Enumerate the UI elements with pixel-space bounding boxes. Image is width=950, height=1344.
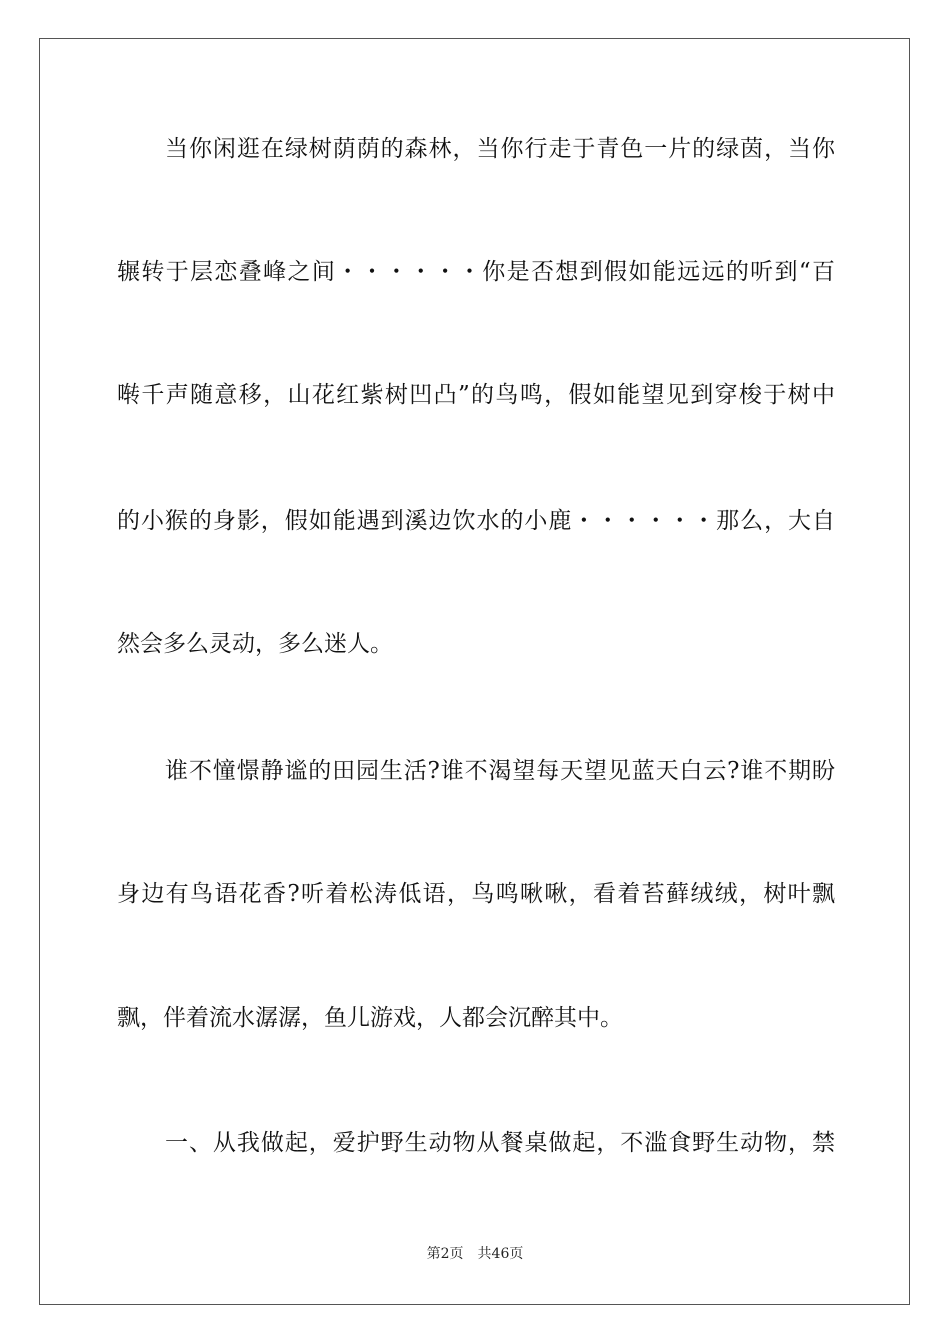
paragraph-2-line-3: 飘，伴着流水潺潺，鱼儿游戏，人都会沉醉其中。	[117, 1005, 623, 1031]
paragraph-1-line-2: 辗转于层恋叠峰之间・・・・・・你是否想到假如能远远的听到“百	[117, 259, 835, 285]
paragraph-1-line-4: 的小猴的身影，假如能遇到溪边饮水的小鹿・・・・・・那么，大自	[117, 508, 835, 534]
paragraph-1-line-1: 当你闲逛在绿树荫荫的森林，当你行走于青色一片的绿茵，当你	[165, 136, 835, 162]
paragraph-2-line-2: 身边有鸟语花香?听着松涛低语，鸟鸣啾啾，看着苔藓绒绒，树叶飘	[117, 881, 835, 907]
paragraph-3-line-1: 一、从我做起，爱护野生动物从餐桌做起，不滥食野生动物，禁	[165, 1130, 835, 1156]
paragraph-2-line-1: 谁不憧憬静谧的田园生活?谁不渴望每天望见蓝天白云?谁不期盼	[165, 758, 835, 784]
paragraph-1-line-3: 啭千声随意移，山花红紫树凹凸”的鸟鸣，假如能望见到穿梭于树中	[117, 382, 835, 408]
page-border	[39, 38, 910, 1305]
page-number: 第2页	[426, 1246, 464, 1262]
page-footer	[0, 1245, 950, 1263]
page-total: 共46页	[477, 1246, 524, 1262]
paragraph-1-line-5: 然会多么灵动，多么迷人。	[117, 631, 393, 657]
